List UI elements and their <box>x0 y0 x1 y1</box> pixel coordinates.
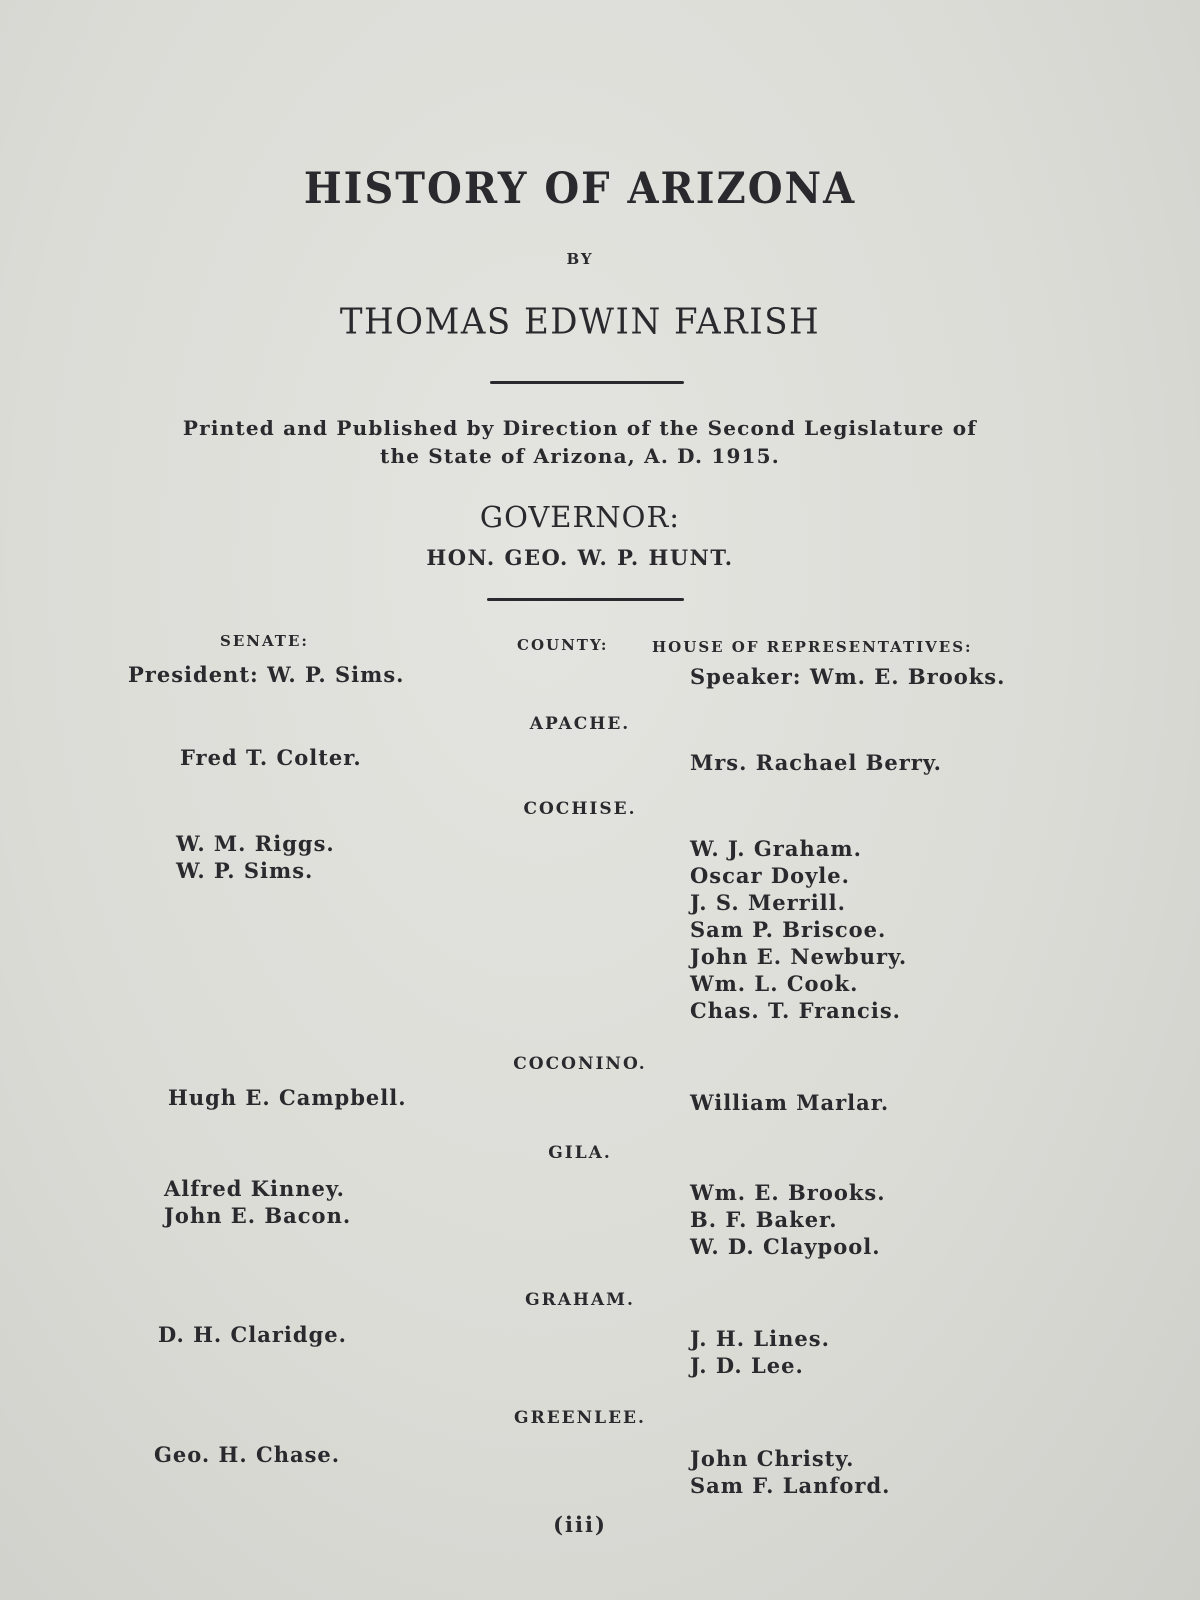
county-name: GILA. <box>548 1143 612 1163</box>
representative-name: William Marlar. <box>690 1090 890 1115</box>
representative-name: W. J. Graham. <box>690 836 862 861</box>
county-name: APACHE. <box>529 714 631 734</box>
representative-list <box>690 1325 830 1379</box>
senate-president: President: W. P. Sims. <box>128 662 405 687</box>
representative-name: Oscar Doyle. <box>690 863 850 888</box>
representative-name: J. H. Lines. <box>690 1326 830 1351</box>
representative-name: Wm. L. Cook. <box>690 971 859 996</box>
house-speaker: Speaker: Wm. E. Brooks. <box>690 664 1006 689</box>
senator-name: Geo. H. Chase. <box>154 1442 341 1467</box>
representative-name: John Christy. <box>690 1446 855 1471</box>
author-name: THOMAS EDWIN FARISH <box>339 301 821 343</box>
senator-name <box>176 830 335 884</box>
representative-name: Chas. T. Francis. <box>690 998 901 1023</box>
ornamental-rule-bottom <box>487 598 684 601</box>
representative-name: Sam P. Briscoe. <box>690 917 887 942</box>
senator-name-line: W. M. Riggs. <box>176 831 335 856</box>
representative-name: John E. Newbury. <box>690 944 908 969</box>
publication-line-1: Printed and Published by Direction of the Second Legislature of <box>182 416 978 440</box>
page-number: (iii) <box>553 1512 607 1537</box>
senator-name: John E. Bacon. <box>164 1203 352 1228</box>
senator-name-line: W. P. Sims. <box>176 858 314 883</box>
governor-label: GOVERNOR: <box>479 500 681 534</box>
senator-name: D. H. Claridge. <box>158 1322 347 1347</box>
senator-name: Hugh E. Campbell. <box>168 1085 407 1110</box>
county-name: COCONINO. <box>513 1054 647 1074</box>
county-name: GRAHAM. <box>525 1290 635 1310</box>
representative-name: J. D. Lee. <box>690 1353 804 1378</box>
representative-name: W. D. Claypool. <box>690 1234 881 1259</box>
publication-line-2: the State of Arizona, A. D. 1915. <box>380 444 780 468</box>
representative-name: Sam F. Lanford. <box>690 1473 891 1498</box>
county-header: COUNTY: <box>517 636 609 654</box>
representative-list <box>690 835 907 1024</box>
senator-list <box>164 1175 351 1229</box>
ornamental-rule-top <box>490 381 684 384</box>
representative-list <box>690 1445 890 1499</box>
county-name: GREENLEE. <box>514 1408 646 1428</box>
representative-list <box>690 1179 886 1260</box>
senate-header: SENATE: <box>220 632 309 650</box>
governor-name: HON. GEO. W. P. HUNT. <box>426 545 734 570</box>
representative-name: J. S. Merrill. <box>690 890 846 915</box>
senator-name: Fred T. Colter. <box>180 745 362 770</box>
house-header: HOUSE OF REPRESENTATIVES: <box>652 638 973 656</box>
by-line: BY <box>566 250 594 268</box>
representative-name: Wm. E. Brooks. <box>690 1180 886 1205</box>
senator-name: Alfred Kinney. <box>164 1176 345 1201</box>
representative-name: B. F. Baker. <box>690 1207 838 1232</box>
publication-statement <box>0 414 1160 470</box>
book-title: HISTORY OF ARIZONA <box>303 163 857 214</box>
representative-name: Mrs. Rachael Berry. <box>690 750 942 775</box>
county-name: COCHISE. <box>523 799 637 819</box>
